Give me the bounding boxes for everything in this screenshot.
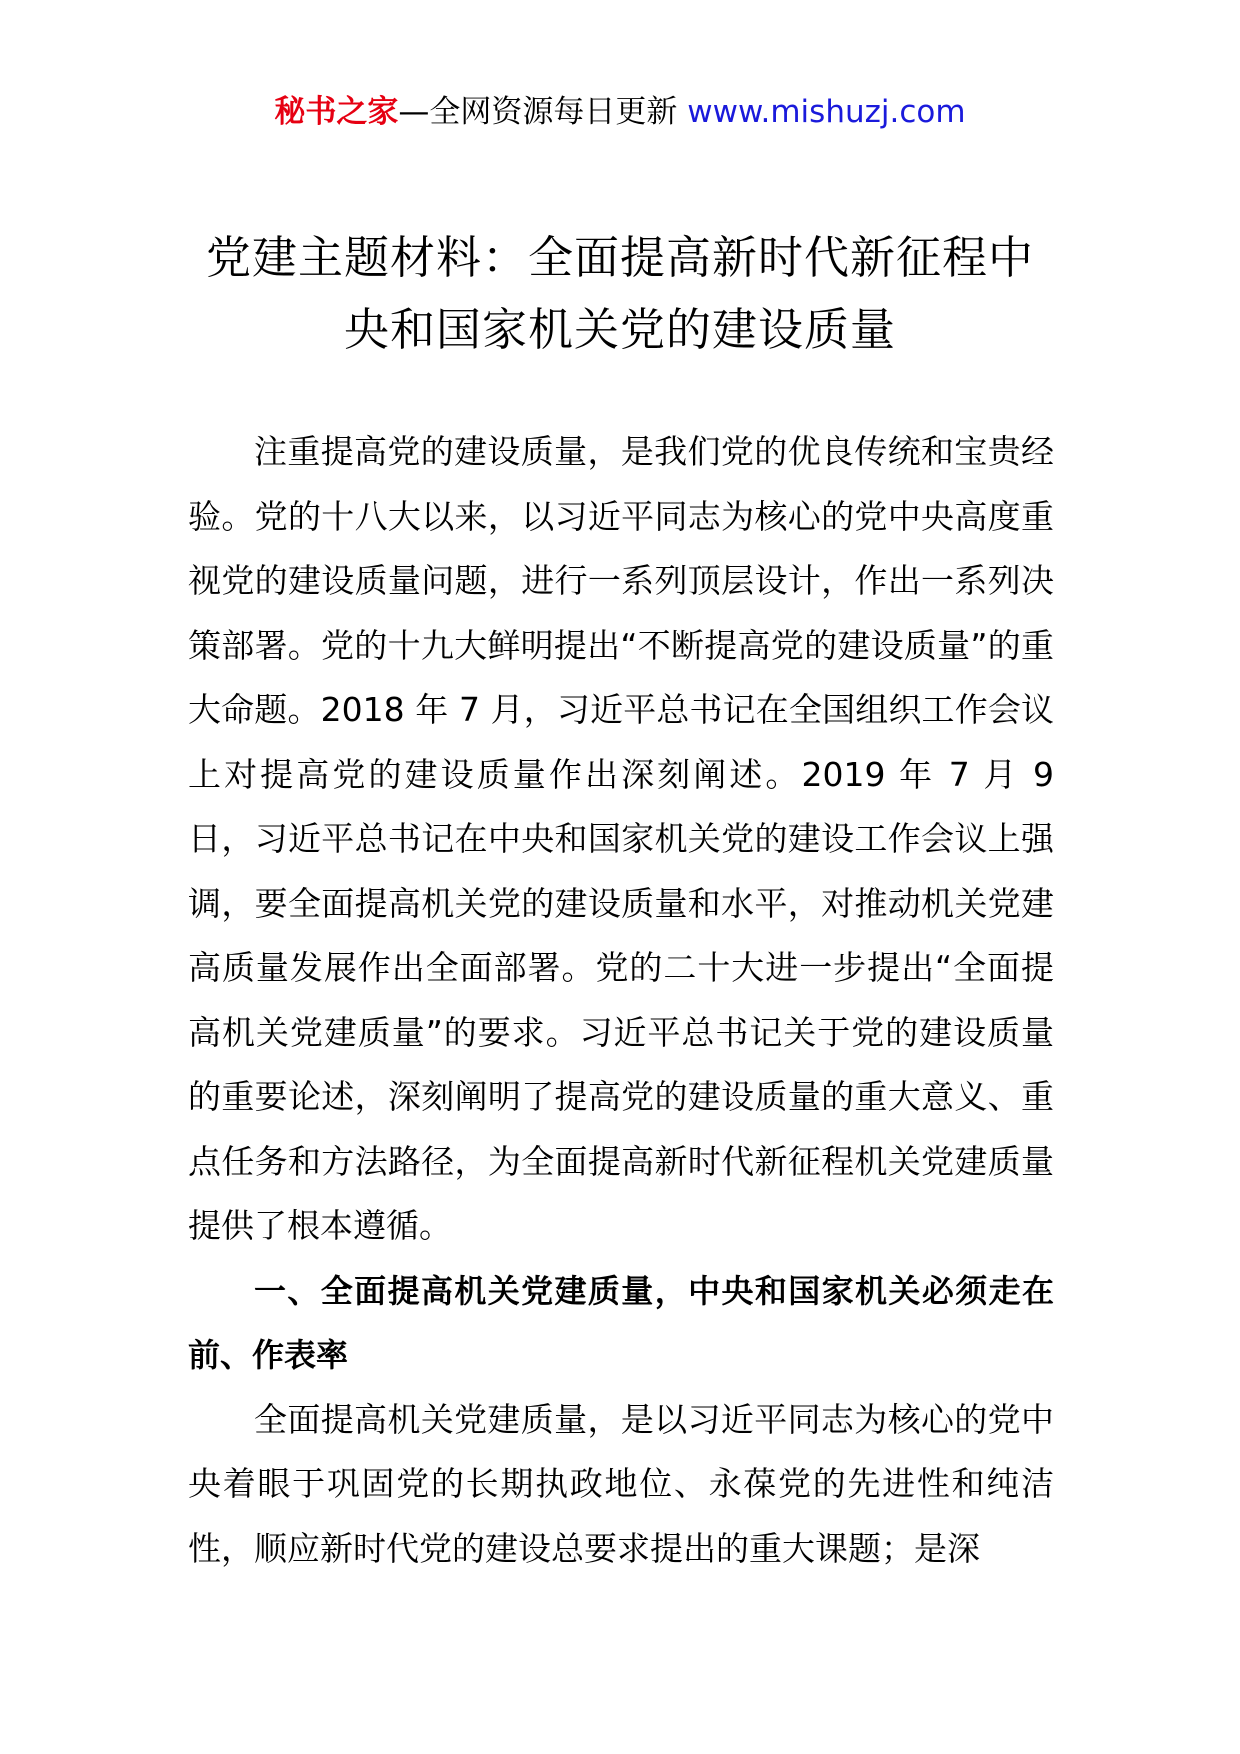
site-slogan: —全网资源每日更新: [398, 94, 678, 130]
site-url-link[interactable]: www.mishuzj.com: [687, 94, 966, 130]
document-title-line-2: 央和国家机关党的建设质量: [343, 303, 896, 356]
intro-paragraph: 注重提高党的建设质量，是我们党的优良传统和宝贵经验。党的十八大以来，以习近平同志为核心的党中央高度重视党的建设质量问题，进行一系列顶层设计，作出一系列决策部署。党的十九大鲜明提出“不断提高党的建设质量”的重大命题。2018 年 7 月，习近平总书记在全国组织工作会议上对提高党的建设质量作出深刻阐述。2019 年 7 月 9 日，习近平总书记在中央和国家机关党的建设工作会议上强调，要全面提高机关党的建设质量和水平，对推动机关党建高质量发展作出全面部署。党的二十大进一步提出“全面提高机关党建质量”的要求。习近平总书记关于党的建设质量的重要论述，深刻阐明了提高党的建设质量的重大意义、重点任务和方法路径，为全面提高新时代新征程机关党建质量提供了根本遵循。: [188, 432, 1054, 1245]
site-banner: [0, 92, 1240, 132]
site-brand: 秘书之家: [274, 94, 399, 130]
section-1-paragraph: 全面提高机关党建质量，是以习近平同志为核心的党中央着眼于巩固党的长期执政地位、永葆党的先进性和纯洁性，顺应新时代党的建设总要求提出的重大课题；是深: [188, 1399, 1054, 1568]
document-body: [188, 420, 1054, 1581]
document-title: [160, 222, 1080, 366]
section-heading-1: 一、全面提高机关党建质量，中央和国家机关必须走在前、作表率: [188, 1271, 1054, 1374]
document-title-line-1: 党建主题材料：全面提高新时代新征程中: [205, 231, 1034, 284]
